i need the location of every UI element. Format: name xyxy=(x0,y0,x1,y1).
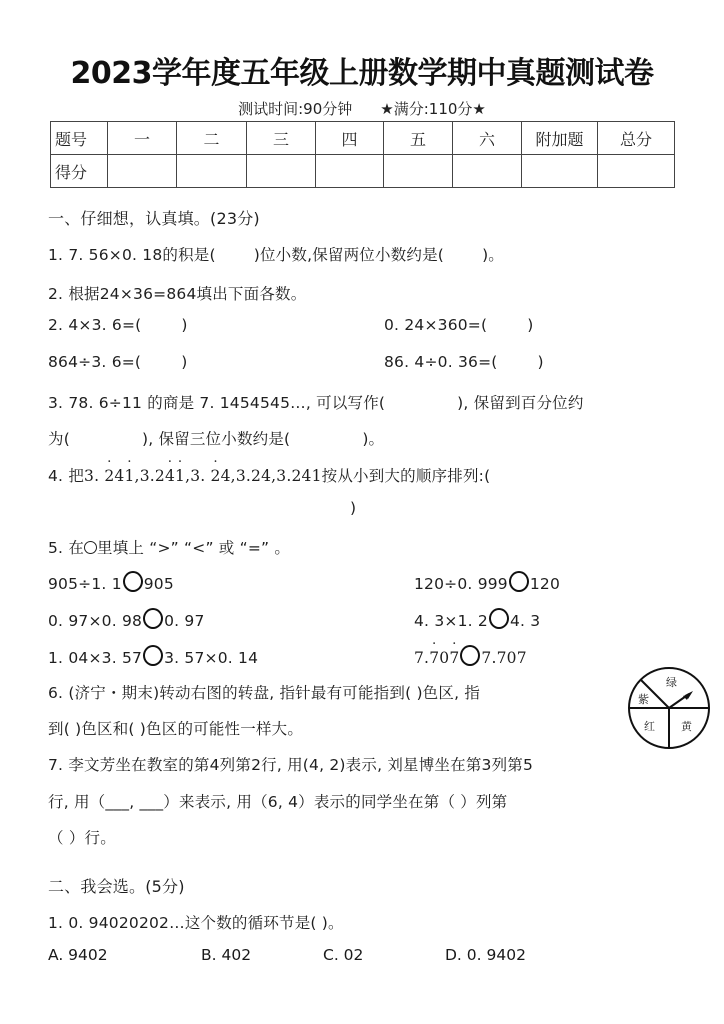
q-text: 4. 把 xyxy=(48,467,85,485)
digits: 4 xyxy=(114,467,125,485)
q-text: 里填上 “>” “<” 或 “=” 。 xyxy=(97,539,291,557)
dotted-digit: 1 ˙ xyxy=(124,467,134,485)
score-input-cell[interactable] xyxy=(108,155,177,188)
full-score: ★满分:110分★ xyxy=(380,100,486,118)
question-1-7-line2: 行, 用（___, ___）来表示, 用（6, 4）表示的同学坐在第（ ）列第 xyxy=(48,793,508,811)
question-1-2-item xyxy=(48,353,187,371)
question-1-7-line3: （ ）行。 xyxy=(48,829,116,847)
repeating-decimal xyxy=(84,467,322,485)
spinner-label-purple: 紫 xyxy=(638,693,649,706)
question-2-1: 1. 0. 94020202…这个数的循环节是( )。 xyxy=(48,914,344,932)
q-text: 120÷0. 999 xyxy=(414,575,508,593)
dotted-digit: 4 ˙ xyxy=(165,467,175,485)
q-text: )。 xyxy=(482,246,505,264)
q-text: 5. 在 xyxy=(48,539,85,557)
circle-icon xyxy=(84,541,97,554)
q-text: ) xyxy=(181,316,188,334)
score-table-score-row xyxy=(51,155,675,188)
q-text: 2. 4×3. 6=( xyxy=(48,316,142,334)
digits: 3.24 xyxy=(235,467,272,485)
digits: 0 xyxy=(439,649,450,667)
q-text: ), 保留到百分位约 xyxy=(457,394,584,412)
question-1-7-line1: 7. 李文芳坐在教室的第4列第2行, 用(4, 2)表示, 刘星博坐在第3列第5 xyxy=(48,756,534,774)
score-input-cell[interactable] xyxy=(316,155,384,188)
answer-blank-close[interactable]: ) xyxy=(350,499,357,517)
section-2-heading: 二、我会选。(5分) xyxy=(48,877,185,896)
digits: 3.2 xyxy=(139,467,165,485)
dotted-digit: 2 ˙ xyxy=(211,467,221,485)
page-title: 2023学年度五年级上册数学期中真题测试卷 xyxy=(70,56,654,91)
q-text: ) xyxy=(181,353,188,371)
score-cell: 附加题 xyxy=(522,122,598,155)
compare-circle[interactable] xyxy=(509,571,529,592)
question-1-4 xyxy=(48,464,490,486)
choice-d[interactable]: D. 0. 9402 xyxy=(445,946,526,964)
spinner-label-green: 绿 xyxy=(666,676,677,689)
dotted-digit: 1 ˙ xyxy=(175,467,185,485)
exam-info xyxy=(0,98,724,119)
q-text: 4. 3 xyxy=(509,612,541,630)
score-input-cell[interactable] xyxy=(522,155,598,188)
score-cell: 得分 xyxy=(51,155,108,188)
question-1-2-item xyxy=(48,316,188,334)
compare-circle[interactable] xyxy=(143,645,163,666)
compare-circle[interactable] xyxy=(489,608,509,629)
score-cell: 二 xyxy=(177,122,247,155)
sep: , xyxy=(271,467,277,485)
q-text: 为( xyxy=(48,430,70,448)
q-text: 864÷3. 6=( xyxy=(48,353,142,371)
q-text: ) xyxy=(537,353,544,371)
choice-a[interactable]: A. 9402 xyxy=(48,946,108,964)
q-text: 0. 97×0. 98 xyxy=(48,612,143,630)
compare-item xyxy=(414,571,560,593)
score-cell: 六 xyxy=(453,122,522,155)
compare-item xyxy=(48,645,258,667)
q-text: )位小数,保留两位小数约是( xyxy=(253,246,445,264)
dotted-digit: 7 ˙ xyxy=(429,649,439,667)
question-1-6-line2: 到( )色区和( )色区的可能性一样大。 xyxy=(48,720,304,738)
compare-item xyxy=(48,571,174,593)
compare-circle[interactable] xyxy=(143,608,163,629)
q-text: )。 xyxy=(362,430,385,448)
choice-b[interactable]: B. 402 xyxy=(201,946,252,964)
question-1-3-line2 xyxy=(48,427,384,449)
q-text: 86. 4÷0. 36=( xyxy=(384,353,498,371)
dotted-digit: 7 ˙ xyxy=(449,649,459,667)
question-1-2-stem: 2. 根据24×36=864填出下面各数。 xyxy=(48,285,307,303)
q-text: 905÷1. 1 xyxy=(48,575,122,593)
question-1-6-line1: 6. (济宁・期末)转动右图的转盘, 指针最有可能指到( )色区, 指 xyxy=(48,684,481,702)
digits: 7.707 xyxy=(481,649,527,667)
q-text: 0. 97 xyxy=(164,612,205,630)
score-cell: 总分 xyxy=(598,122,675,155)
q-text: 0. 24×360=( xyxy=(384,316,488,334)
compare-circle[interactable] xyxy=(460,645,480,666)
q-text: 120 xyxy=(529,575,561,593)
score-input-cell[interactable] xyxy=(177,155,247,188)
digits: 4 xyxy=(220,467,231,485)
score-cell: 题号 xyxy=(51,122,108,155)
choice-c[interactable]: C. 02 xyxy=(323,946,364,964)
score-cell: 五 xyxy=(384,122,453,155)
exam-time: 测试时间:90分钟 xyxy=(238,100,353,118)
question-1-1 xyxy=(48,243,504,265)
question-1-2-item xyxy=(384,353,544,371)
sep: , xyxy=(134,467,140,485)
q-text: 按从小到大的顺序排列:( xyxy=(321,467,491,485)
q-text: 1. 7. 56×0. 18的积是( xyxy=(48,246,216,264)
score-table xyxy=(50,121,675,188)
score-cell: 三 xyxy=(247,122,316,155)
spinner-label-yellow: 黄 xyxy=(681,720,692,733)
score-input-cell[interactable] xyxy=(384,155,453,188)
digits: 3. xyxy=(84,467,105,485)
compare-item xyxy=(48,608,205,630)
compare-circle[interactable] xyxy=(123,571,143,592)
score-input-cell[interactable] xyxy=(453,155,522,188)
section-1-heading: 一、仔细想，认真填。(23分) xyxy=(48,209,260,228)
q-text: ), 保留三位小数约是( xyxy=(141,430,291,448)
digits: 7. xyxy=(414,649,430,667)
q-text: 905 xyxy=(143,575,174,593)
q-text: ) xyxy=(527,316,534,334)
spinner-diagram xyxy=(627,666,711,750)
score-cell: 四 xyxy=(316,122,384,155)
digits: 3.241 xyxy=(276,467,322,485)
q-text: 3. 57×0. 14 xyxy=(164,649,259,667)
compare-item xyxy=(414,608,540,630)
spinner-label-red: 红 xyxy=(644,720,655,733)
question-1-5-stem xyxy=(48,536,290,558)
score-cell: 一 xyxy=(108,122,177,155)
question-1-3-line1 xyxy=(48,391,584,413)
sep: , xyxy=(185,467,191,485)
question-1-2-item xyxy=(384,316,534,334)
sep: , xyxy=(230,467,236,485)
score-input-cell[interactable] xyxy=(247,155,316,188)
q-text: 1. 04×3. 57 xyxy=(48,649,143,667)
dotted-digit: 2 ˙ xyxy=(104,467,114,485)
compare-item xyxy=(414,645,527,667)
score-table-header-row xyxy=(51,122,675,155)
q-text: 3. 78. 6÷11 的商是 7. 1454545…, 可以写作( xyxy=(48,394,386,412)
score-input-cell[interactable] xyxy=(598,155,675,188)
q-text: 4. 3×1. 2 xyxy=(414,612,488,630)
digits: 3. xyxy=(190,467,211,485)
